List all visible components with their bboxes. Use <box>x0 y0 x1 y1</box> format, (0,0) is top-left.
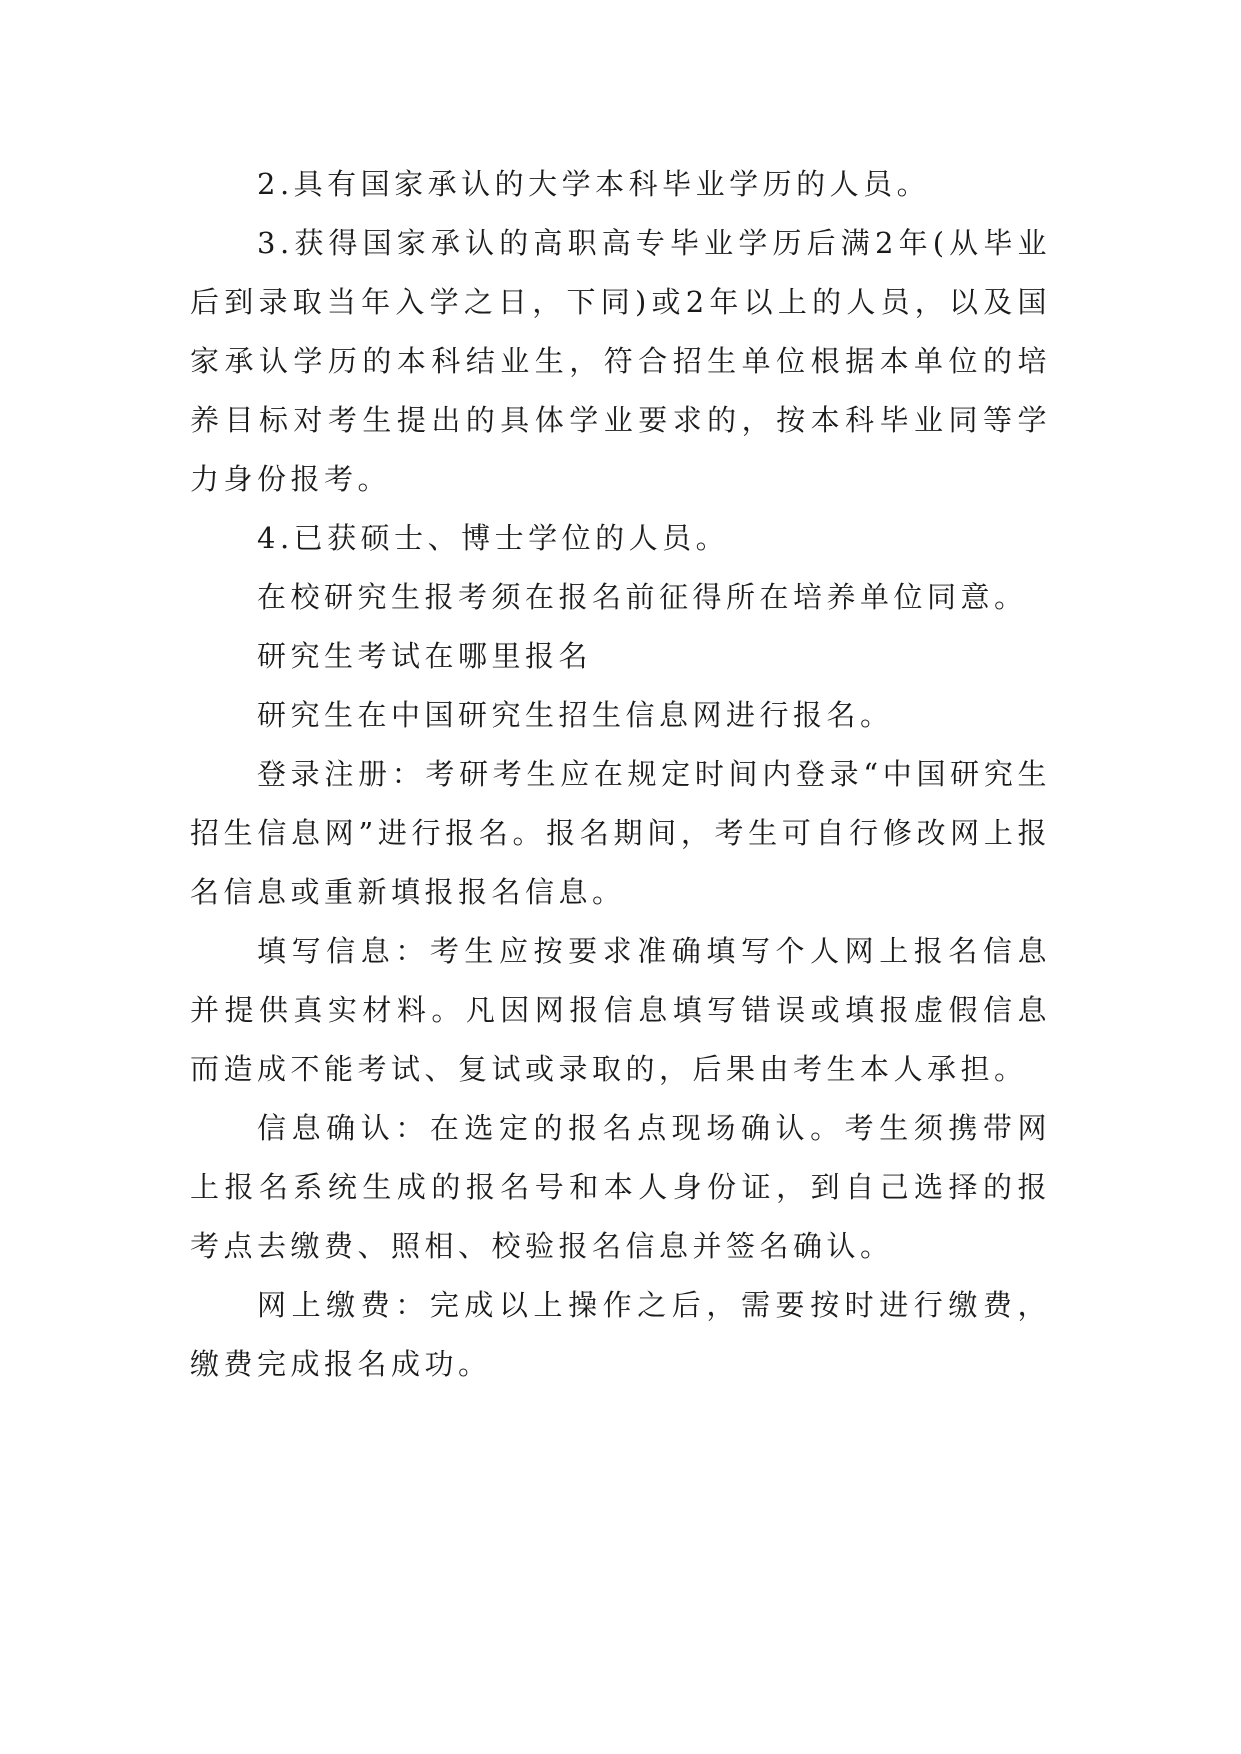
paragraph-fill-information: 填写信息：考生应按要求准确填写个人网上报名信息并提供真实材料。凡因网报信息填写错误或填报虚假信息而造成不能考试、复试或录取的，后果由考生本人承担。 <box>190 934 1051 1086</box>
paragraph-master-doctor-holders: 4.已获硕士、博士学位的人员。 <box>257 521 730 555</box>
paragraph-login-register: 登录注册：考研考生应在规定时间内登录“中国研究生招生信息网”进行报名。报名期间，考生可自行修改网上报名信息或重新填报报名信息。 <box>190 757 1051 909</box>
paragraph-equivalent-qualification: 3.获得国家承认的高职高专毕业学历后满2年(从毕业后到录取当年入学之日，下同)或2年以上的人员，以及国家承认学历的本科结业生，符合招生单位根据本单位的培养目标对考生提出的具体学业要求的，按本科毕业同等学力身份报考。 <box>190 226 1051 496</box>
paragraph-where-to-register-heading: 研究生考试在哪里报名 <box>257 639 593 673</box>
paragraph-register-site: 研究生在中国研究生招生信息网进行报名。 <box>257 698 894 732</box>
paragraph-information-confirmation: 信息确认：在选定的报名点现场确认。考生须携带网上报名系统生成的报名号和本人身份证，到自己选择的报考点去缴费、照相、校验报名信息并签名确认。 <box>190 1111 1051 1263</box>
paragraph-online-payment: 网上缴费：完成以上操作之后，需要按时进行缴费，缴费完成报名成功。 <box>190 1288 1051 1381</box>
paragraph-current-student-consent: 在校研究生报考须在报名前征得所在培养单位同意。 <box>257 580 1028 614</box>
document-body <box>190 155 1051 1394</box>
paragraph-degree-holders: 2.具有国家承认的大学本科毕业学历的人员。 <box>257 167 931 201</box>
